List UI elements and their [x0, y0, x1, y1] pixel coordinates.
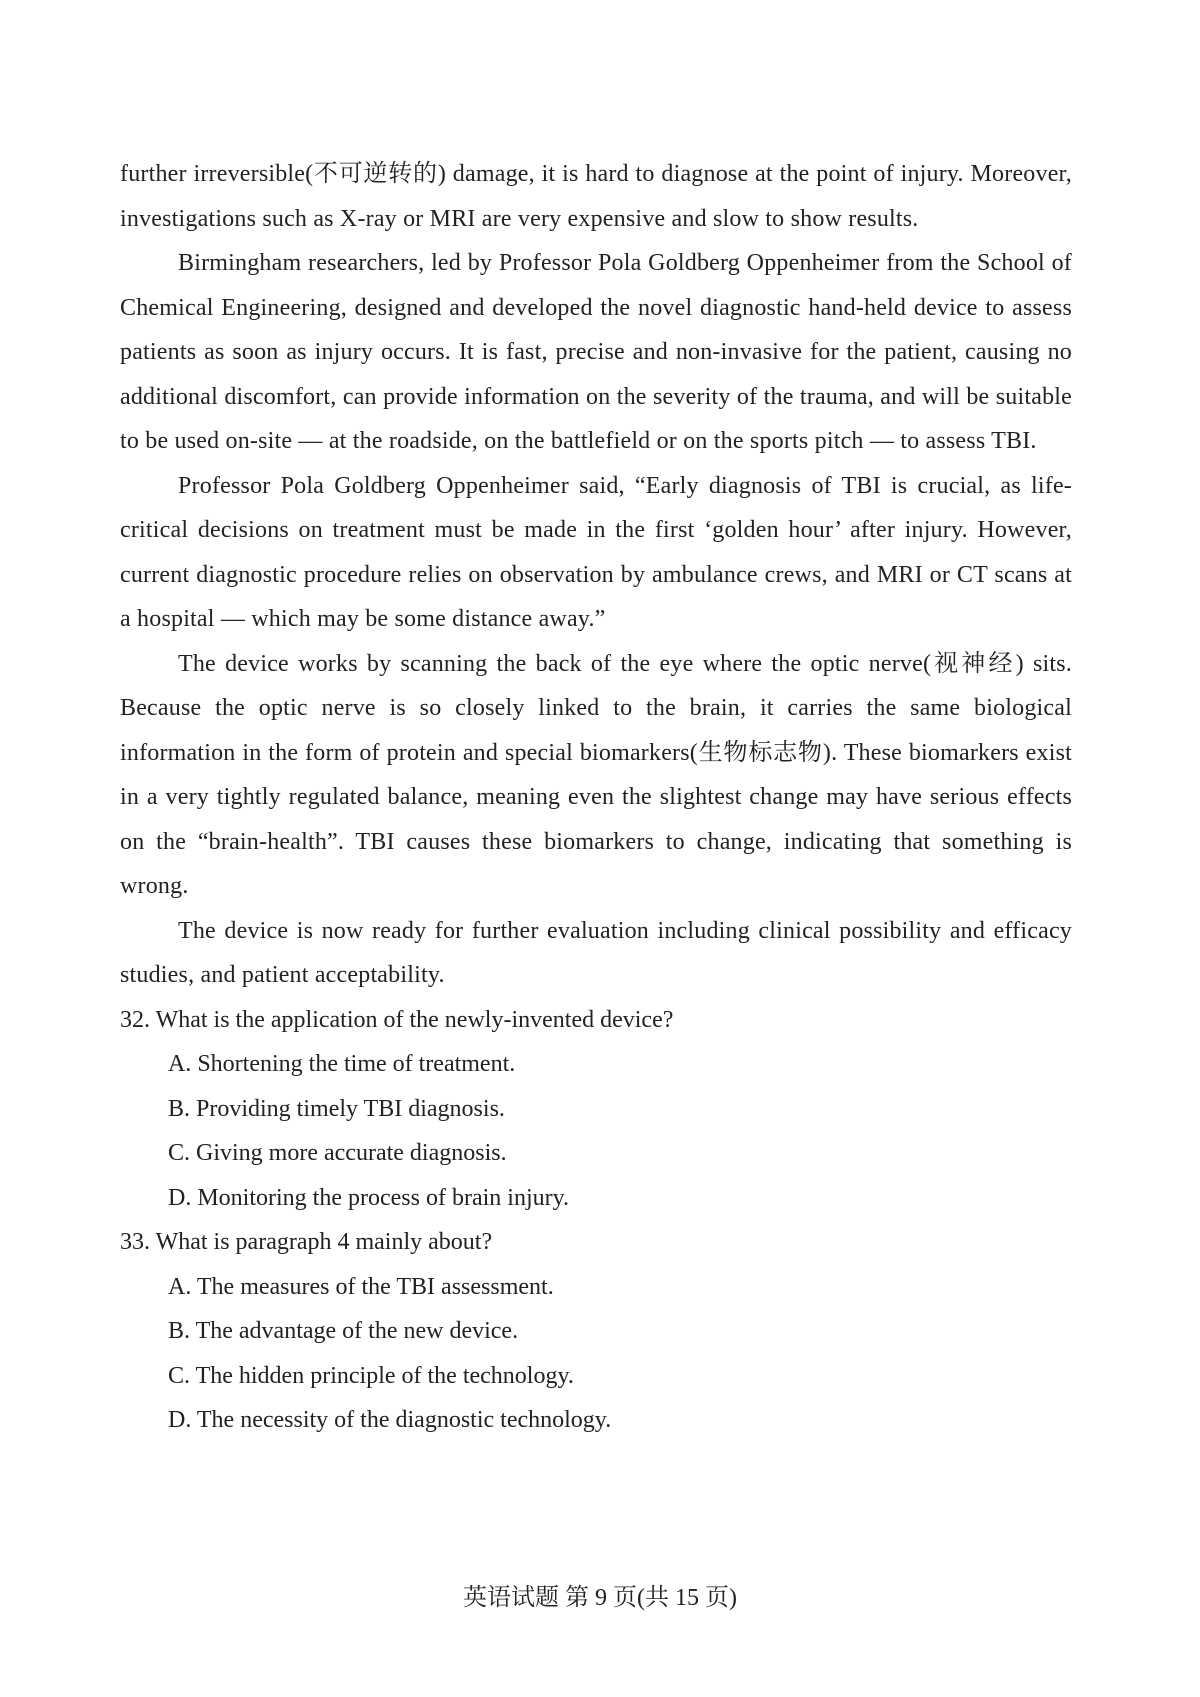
option-d: D. Monitoring the process of brain injury. — [168, 1184, 570, 1211]
option-a: A. The measures of the TBI assessment. — [168, 1273, 554, 1300]
passage-paragraph-5: The device is now ready for further evaluation including clinical possibility and efficacy studies, and patient acceptability. — [120, 917, 1072, 988]
question-32 — [120, 998, 1072, 1221]
passage-paragraph-2: Birmingham researchers, led by Professor Pola Goldberg Oppenheimer from the School of Chemical Engineering, designed and developed the novel diagnostic hand-held device to assess patients as soon as injury occurs. It is fast, precise and non-invasive for the patient, causing no additional discomfort, can provide information on the severity of the trauma, and will be suitable to be used on-site — at the roadside, on the battlefield or on the sports pitch — to assess TBI. — [120, 250, 1072, 454]
option-b: B. The advantage of the new device. — [168, 1318, 519, 1344]
option-d: D. The necessity of the diagnostic technology. — [168, 1407, 612, 1433]
option-a: A. Shortening the time of treatment. — [168, 1051, 516, 1077]
page-content — [120, 152, 1072, 1443]
page-footer: 英语试题 第 9 页(共 15 页) — [463, 1585, 737, 1611]
option-b: B. Providing timely TBI diagnosis. — [168, 1095, 505, 1122]
passage-paragraph-3: Professor Pola Goldberg Oppenheimer said, “Early diagnosis of TBI is crucial, as life-critical decisions on treatment must be made in the first ‘golden hour’ after injury. However, current diagnostic procedure relies on observation by ambulance crews, and MRI or CT scans at a hospital — which may be some distance away.” — [120, 472, 1072, 632]
question-stem: 33. What is paragraph 4 mainly about? — [120, 1229, 493, 1255]
option-c: C. Giving more accurate diagnosis. — [168, 1140, 507, 1166]
passage-paragraph-1: further irreversible(不可逆转的) damage, it is hard to diagnose at the point of injury. Moreover, investigations such as X-ray or MRI are very expensive and slow to show results. — [120, 161, 1072, 232]
question-33 — [120, 1220, 1072, 1443]
passage-paragraph-4: The device works by scanning the back of the eye where the optic nerve(视神经) sits. Because the optic nerve is so closely linked to the brain, it carries the same biological information in the form of protein and special biomarkers(生物标志物). These biomarkers exist in a very tightly regulated balance, meaning even the slightest change may have serious effects on the “brain-health”. TBI causes these biomarkers to change, indicating that something is wrong. — [120, 650, 1072, 899]
question-stem: 32. What is the application of the newly-invented device? — [120, 1006, 674, 1033]
option-c: C. The hidden principle of the technology. — [168, 1362, 574, 1389]
